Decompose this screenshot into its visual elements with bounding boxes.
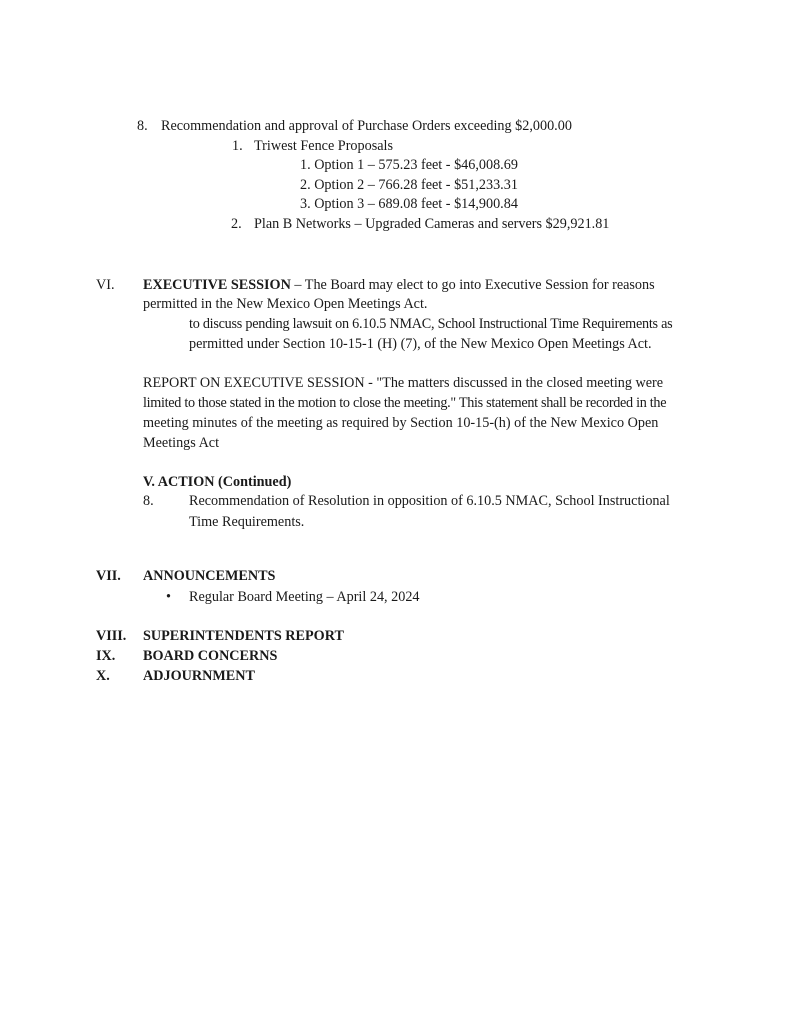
section-vi-line2: permitted in the New Mexico Open Meetings Act. [143,296,428,312]
section-viii-numeral: VIII. [96,628,127,644]
session-detail-line1: to discuss pending lawsuit on 6.10.5 NMAC, School Instructional Time Requirements as [189,316,673,332]
item-8-text: Recommendation and approval of Purchase Orders exceeding $2,000.00 [161,118,572,134]
section-ix-numeral: IX. [96,648,116,664]
section-x-numeral: X. [96,668,110,684]
section-vii-numeral: VII. [96,568,121,584]
report-line-1: REPORT ON EXECUTIVE SESSION - "The matters discussed in the closed meeting were [143,375,664,391]
action-item-8-line2: Time Requirements. [189,514,305,530]
section-vi-line1 [143,275,655,295]
section-vi-heading: EXECUTIVE SESSION [143,277,291,293]
subitem-1-number: 1. [232,138,243,154]
action-item-8-number: 8. [143,493,154,509]
section-vii-heading: ANNOUNCEMENTS [143,568,276,584]
section-vi-line1-rest: – The Board may elect to go into Executive Session for reasons [290,277,655,293]
section-vi-numeral: VI. [96,277,115,293]
fence-option-2: 2. Option 2 – 766.28 feet - $51,233.31 [300,177,518,193]
fence-option-3: 3. Option 3 – 689.08 feet - $14,900.84 [300,196,518,212]
action-continued-heading: V. ACTION (Continued) [143,474,292,490]
fence-option-1: 1. Option 1 – 575.23 feet - $46,008.69 [300,157,518,173]
announcement-item: Regular Board Meeting – April 24, 2024 [189,589,420,605]
subitem-2-number: 2. [231,216,242,232]
report-line-4: Meetings Act [143,435,220,451]
action-item-8-line1: Recommendation of Resolution in opposition of 6.10.5 NMAC, School Instructional [189,493,670,509]
report-line-3: meeting minutes of the meeting as required by Section 10-15-(h) of the New Mexico Open [143,415,659,431]
section-viii-heading: SUPERINTENDENTS REPORT [143,628,344,644]
bullet-icon: • [166,589,171,605]
report-line-2: limited to those stated in the motion to close the meeting." This statement shall be recorded in the [143,395,667,411]
item-8-number: 8. [137,118,148,134]
session-detail-line2: permitted under Section 10-15-1 (H) (7), of the New Mexico Open Meetings Act. [189,336,652,352]
subitem-1-text: Triwest Fence Proposals [254,138,393,154]
section-ix-heading: BOARD CONCERNS [143,648,278,664]
section-x-heading: ADJOURNMENT [143,668,255,684]
subitem-2-text: Plan B Networks – Upgraded Cameras and servers $29,921.81 [254,216,610,232]
